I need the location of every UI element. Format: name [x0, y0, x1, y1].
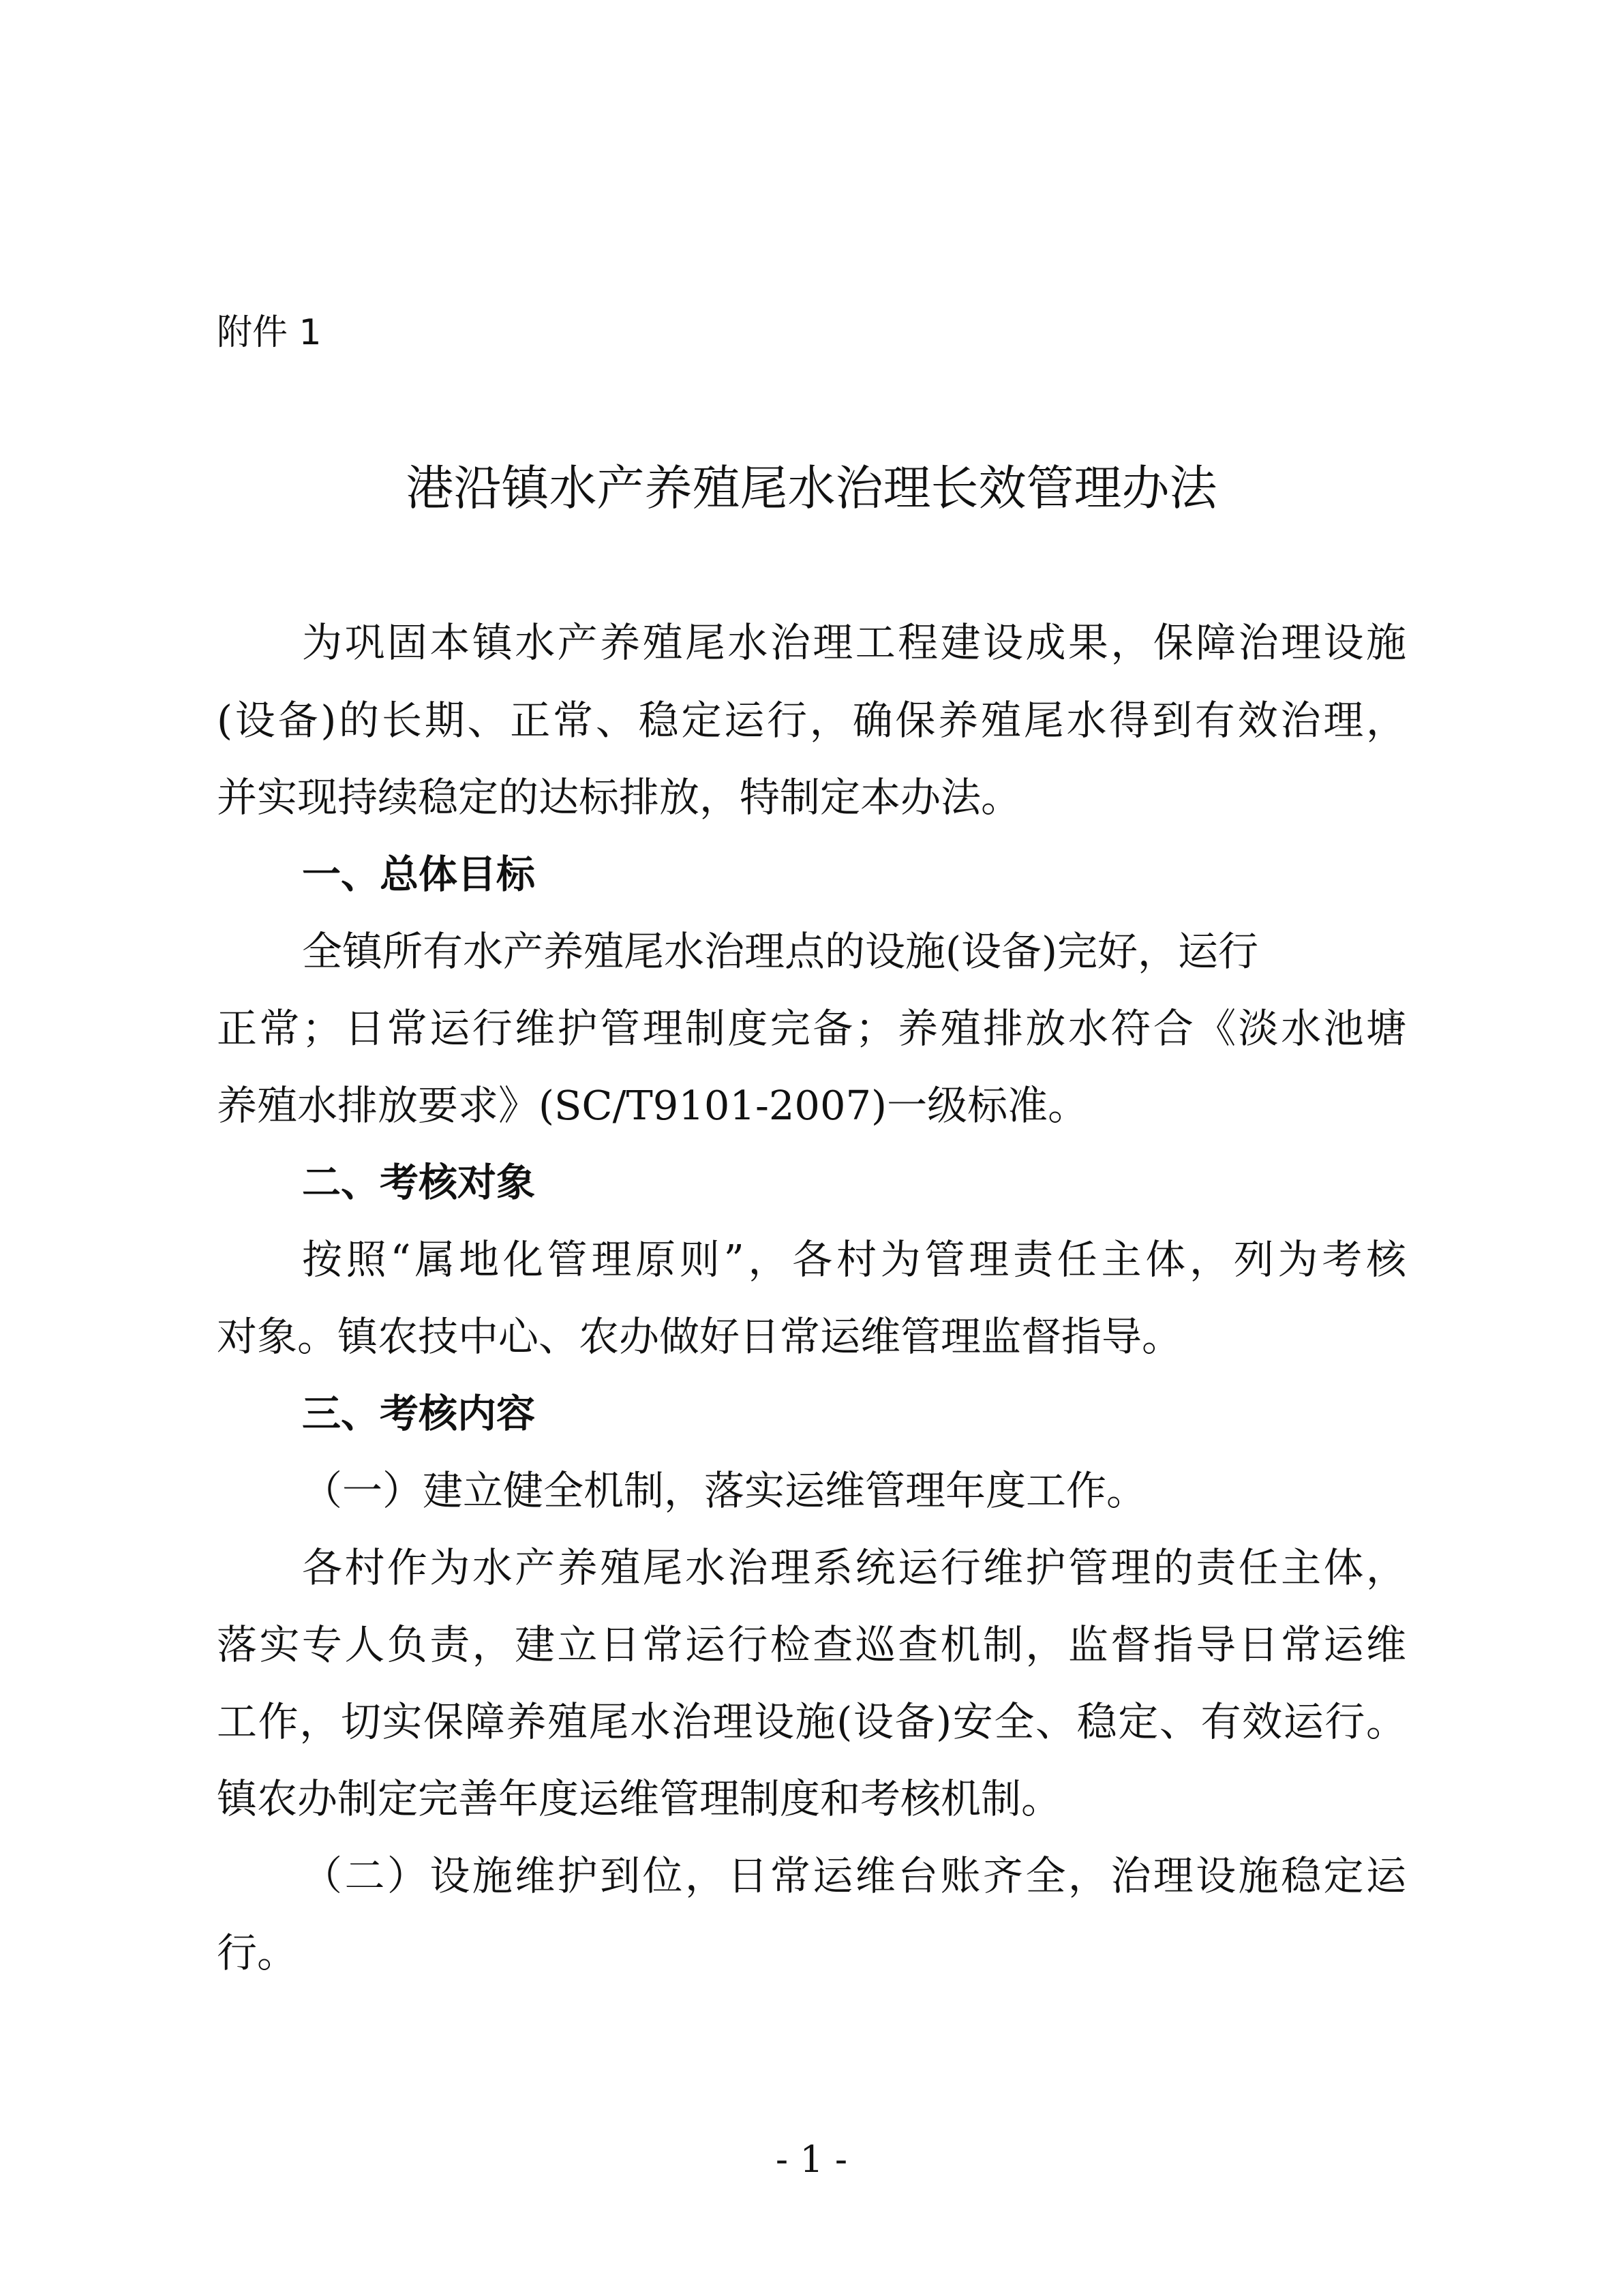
subsection-1-paragraph-line-4: 镇农办制定完善年度运维管理制度和考核机制。	[217, 1775, 1062, 1822]
section-1-paragraph-line-2: 正常；日常运行维护管理制度完备；养殖排放水符合《淡水池塘	[217, 1005, 1406, 1052]
subsection-1-paragraph-line-3: 工作，切实保障养殖尾水治理设施(设备)安全、稳定、有效运行。	[217, 1698, 1406, 1745]
subsection-2-heading-line-1: （二）设施维护到位，日常运维台账齐全，治理设施稳定运	[302, 1852, 1406, 1899]
attachment-label: 附件 1	[217, 312, 322, 353]
document-title: 港沿镇水产养殖尾水治理长效管理办法	[406, 460, 1217, 516]
section-heading-assessment-targets: 二、考核对象	[302, 1160, 535, 1205]
subsection-2-heading-line-2: 行。	[217, 1929, 298, 1976]
section-1-paragraph-line-3: 养殖水排放要求》(SC/T9101-2007)一级标准。	[217, 1082, 1089, 1129]
section-1-paragraph-line-1: 全镇所有水产养殖尾水治理点的设施(设备)完好，运行	[302, 928, 1259, 975]
subsection-1-heading: （一）建立健全机制，落实运维管理年度工作。	[302, 1467, 1147, 1514]
section-2-paragraph-line-1: 按照“属地化管理原则”，各村为管理责任主体，列为考核	[302, 1236, 1406, 1283]
subsection-1-paragraph-line-1: 各村作为水产养殖尾水治理系统运行维护管理的责任主体，	[302, 1544, 1406, 1591]
subsection-1-paragraph-line-2: 落实专人负责，建立日常运行检查巡查机制，监督指导日常运维	[217, 1621, 1406, 1668]
intro-paragraph-line-2: (设备)的长期、正常、稳定运行，确保养殖尾水得到有效治理，	[217, 697, 1406, 744]
page-number: - 1 -	[775, 2138, 848, 2181]
intro-paragraph-line-1: 为巩固本镇水产养殖尾水治理工程建设成果，保障治理设施	[302, 619, 1406, 666]
intro-paragraph-line-3: 并实现持续稳定的达标排放，特制定本办法。	[217, 774, 1022, 821]
section-heading-overall-goal: 一、总体目标	[302, 852, 535, 897]
section-2-paragraph-line-2: 对象。镇农技中心、农办做好日常运维管理监督指导。	[217, 1313, 1183, 1360]
section-heading-assessment-content: 三、考核内容	[302, 1391, 535, 1436]
